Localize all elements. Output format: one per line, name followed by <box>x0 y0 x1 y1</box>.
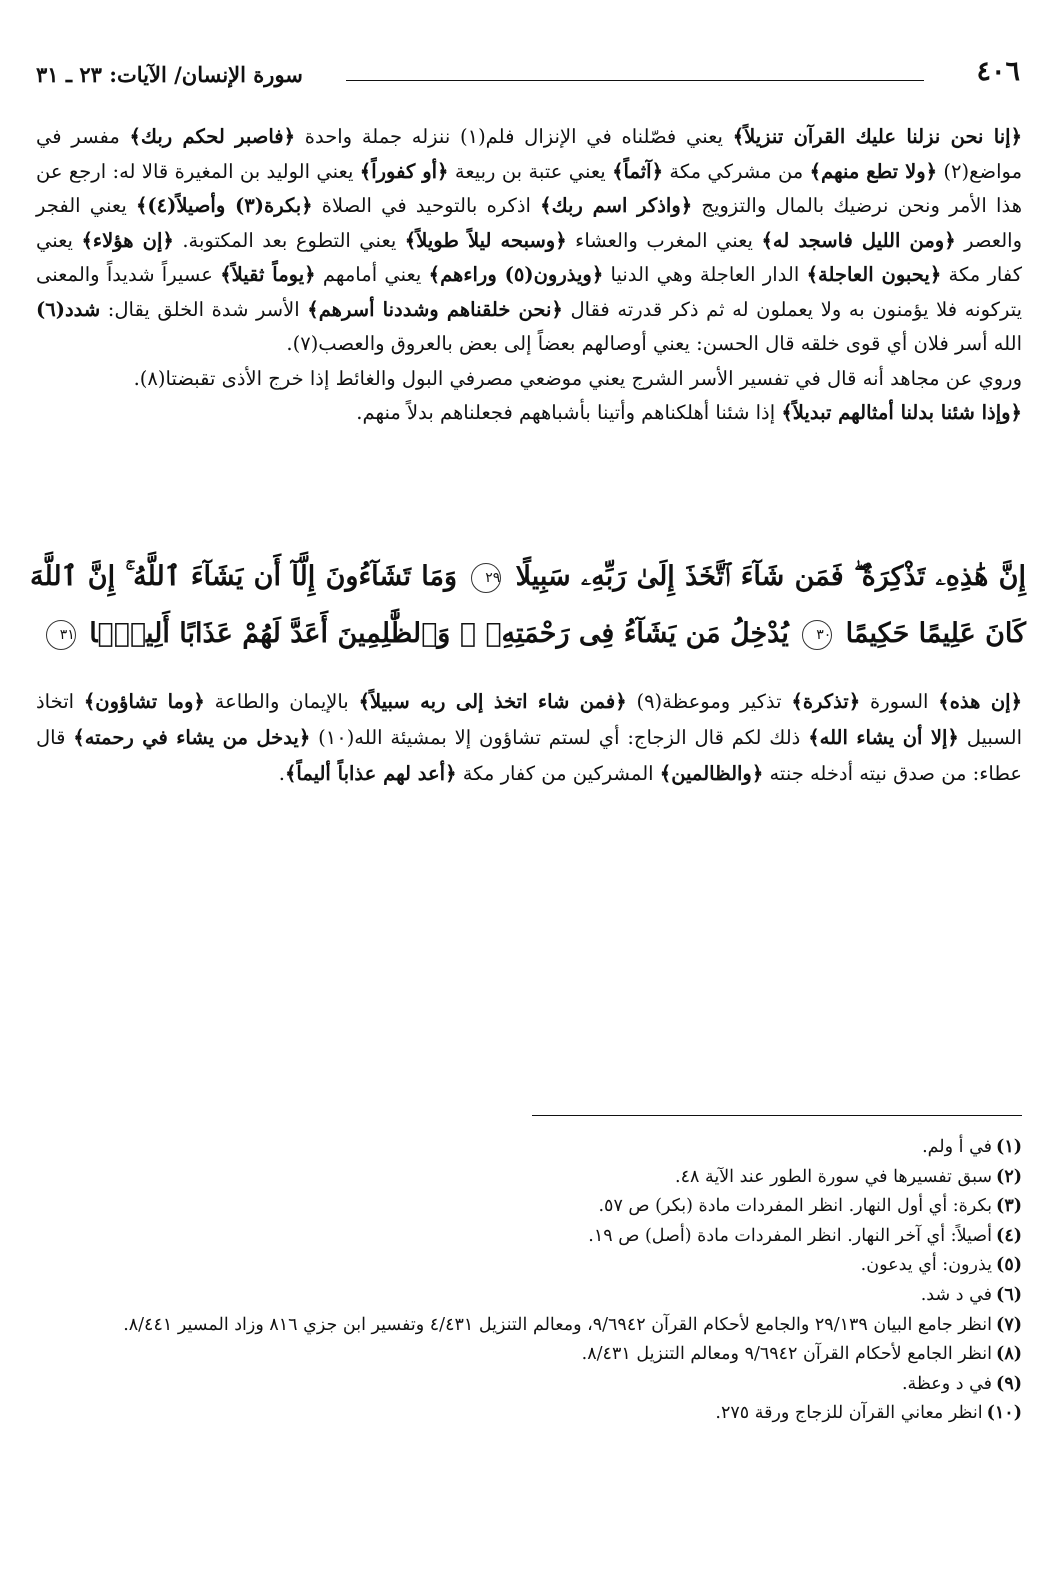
tafsir-run: وروي عن مجاهد أنه قال في تفسير الأسر الشرج يعني موضعي مصرفي البول والغائط إذا خرج الأذى تقبضتا(٨). <box>133 366 1022 390</box>
footnote-number: (١٠) <box>986 1403 1022 1424</box>
tafsir-run: الدار العاجلة وهي الدنيا <box>603 263 807 286</box>
tafsir-run: يعني أمامهم <box>315 263 429 286</box>
footnote <box>36 1163 1022 1193</box>
footnote-text: يذرون: أي يدعون. <box>860 1255 993 1276</box>
commentary-run: اتخاذ السبيل <box>36 690 1023 749</box>
footnote-number: (٩) <box>996 1373 1022 1394</box>
commentary-run: بالإيمان والطاعة <box>204 690 359 713</box>
footnote-number: (٦) <box>996 1284 1022 1305</box>
footnote-number: (٧) <box>996 1314 1022 1335</box>
quoted-verse: ﴿ويذرون(٥) وراءهم﴾ <box>428 263 604 286</box>
tafsir-run: يعني عتبة بن ربيعة <box>448 159 613 183</box>
commentary-run: تذكير وموعظة(٩) <box>626 690 792 713</box>
footnote-text: في أ ولم. <box>922 1137 993 1157</box>
header-rule <box>346 80 924 81</box>
footnote-text: سبق تفسيرها في سورة الطور عند الآية ٤٨. <box>675 1166 993 1187</box>
tafsir-run: يعني التطوع بعد المكتوبة. <box>173 228 405 252</box>
page-number: ٤٠٦ <box>976 56 1020 87</box>
footnote-number: (٢) <box>996 1166 1022 1187</box>
ayah-number-marker: ٣١ <box>46 620 76 650</box>
quoted-verse: ﴿فمن شاء اتخذ إلى ربه سبيلاً﴾ <box>358 690 627 713</box>
footnote <box>36 1281 1022 1311</box>
footnotes <box>36 1133 1022 1429</box>
quoted-verse: ﴿واذكر اسم ربك﴾ <box>540 194 693 217</box>
commentary-run: قال عطاء: من صدق نيته أدخله جنته <box>36 726 1022 785</box>
quoted-verse: ﴿والظالمين﴾ <box>659 762 764 785</box>
ayah-number-marker: ٣٠ <box>802 620 832 650</box>
footnote <box>36 1340 1022 1370</box>
ayah-number-marker: ٢٩ <box>471 563 501 593</box>
quran-verses <box>30 548 1026 662</box>
quoted-verse: ﴿أعد لهم عذاباً أليماً﴾ <box>284 762 457 785</box>
running-title: سورة الإنسان/ الآيات: ٢٣ ـ ٣١ <box>36 62 303 87</box>
quoted-verse: شدد(٦) <box>36 297 101 321</box>
footnote-number: (٥) <box>996 1255 1022 1276</box>
footnote-number: (٣) <box>996 1196 1022 1217</box>
quoted-verse: ﴿إن هؤلاء﴾ <box>81 228 174 252</box>
commentary-run: ذلك لكم قال الزجاج: أي لستم تشاؤون إلا بمشيئة الله(١٠) <box>310 726 809 749</box>
footnote-rule <box>532 1115 1022 1116</box>
page-header <box>36 56 1020 96</box>
quoted-verse: ﴿وسبحه ليلاً طويلاً﴾ <box>404 228 567 252</box>
footnote <box>36 1311 1022 1341</box>
footnote <box>36 1399 1022 1429</box>
footnote <box>36 1133 1022 1163</box>
tafsir-run: يعني الفجر والعصر <box>36 194 1022 252</box>
quoted-verse: ﴿إن هذه﴾ <box>938 690 1022 713</box>
quoted-verse: ﴿إلا أن يشاء الله﴾ <box>808 726 959 749</box>
tafsir-run: من مشركي مكة <box>663 159 810 183</box>
quoted-verse: ﴿آثماً﴾ <box>612 159 663 183</box>
quoted-verse: ﴿وما تشاؤون﴾ <box>83 690 205 713</box>
quoted-verse: ﴿يحبون العاجلة﴾ <box>806 263 942 286</box>
tafsir-run: اذكره بالتوحيد في الصلاة <box>312 194 541 217</box>
quoted-verse: ﴿وإذا شئنا بدلنا أمثالهم تبديلاً﴾ <box>781 401 1022 424</box>
tafsir-run: إذا شئنا أهلكناهم وأتينا بأشباههم فجعلناهم بدلاً منهم. <box>356 401 782 424</box>
quoted-verse: ﴿تذكرة﴾ <box>791 690 861 713</box>
tafsir-run: يعني كفار مكة <box>36 228 1023 286</box>
tafsir-run: عسيراً شديداً والمعنى يتركونه فلا يؤمنون به ولا يعملون له ثم ذكر قدرته فقال <box>36 263 1023 321</box>
footnote-text: انظر معاني القرآن للزجاج ورقة ٢٧٥. <box>715 1403 983 1424</box>
footnote <box>36 1222 1022 1252</box>
commentary-paragraph <box>36 684 1022 792</box>
tafsir-run: مفسر في مواضع(٢) <box>36 125 1023 183</box>
quoted-verse: ﴿يوماً ثقيلاً﴾ <box>220 263 316 286</box>
footnote <box>36 1192 1022 1222</box>
quoted-verse: ﴿ومن الليل فاسجد له﴾ <box>761 228 956 252</box>
quoted-verse: ﴿يدخل من يشاء في رحمته﴾ <box>73 726 311 749</box>
commentary-run: المشركين من كفار مكة <box>456 762 660 785</box>
quran-text: يُدْخِلُ مَن يَشَآءُ فِى رَحْمَتِهِۦ ۚ وَٱلظَّٰلِمِينَ أَعَدَّ لَهُمْ عَذَابًا أَلِيمًۢا <box>89 618 789 649</box>
footnote-text: انظر الجامع لأحكام القرآن ٩/٦٩٤٢ ومعالم التنزيل ٨/٤٣١. <box>581 1344 993 1365</box>
quoted-verse: ﴿نحن خلقناهم وشددنا أسرهم﴾ <box>307 297 563 321</box>
commentary-run: السورة <box>860 690 939 713</box>
tafsir-run: يعني المغرب والعشاء <box>566 228 762 252</box>
quoted-verse: ﴿بكرة(٣) وأصيلاً(٤)﴾ <box>135 194 313 217</box>
footnote-number: (١) <box>996 1137 1022 1157</box>
footnote-number: (٨) <box>996 1344 1022 1365</box>
quoted-verse: ﴿فاصبر لحكم ربك﴾ <box>129 125 296 148</box>
commentary-run: . <box>278 762 285 785</box>
quoted-verse: ﴿إنا نحن نزلنا عليك القرآن تنزيلاً﴾ <box>732 125 1022 148</box>
tafsir-run: يعني فصّلناه في الإنزال فلم(١) ننزله جملة واحدة <box>295 125 733 148</box>
quoted-verse: ﴿ولا تطع منهم﴾ <box>809 159 938 183</box>
tafsir-run: الأسر شدة الخلق يقال: <box>100 297 308 321</box>
footnote-text: أصيلاً: أي آخر النهار. انظر المفردات مادة (أصل) ص ١٩. <box>588 1225 993 1246</box>
quran-text: إِنَّ هَٰذِهِۦ تَذْكِرَةٌ ۖ فَمَن شَآءَ ٱتَّخَذَ إِلَىٰ رَبِّهِۦ سَبِيلًا <box>515 561 1026 592</box>
footnote-text: في د وعظة. <box>901 1373 993 1394</box>
tafsir-paragraph <box>36 120 1022 362</box>
tafsir-run: يعني الوليد بن المغيرة قالا له: ارجع عن هذا الأمر ونحن نرضيك بالمال والتزويج <box>36 159 1022 217</box>
tafsir-run: الله أسر فلان أي قوى خلقه قال الحسن: يعني أوصالهم بعضاً إلى بعض بالعروق والعصب(٧). <box>286 332 1022 355</box>
quran-text: وَمَا تَشَآءُونَ إِلَّآ أَن يَشَآءَ ٱللَّهُ ۚ إِنَّ ٱللَّهَ كَانَ عَلِيمًا حَكِيمًا <box>30 561 1026 649</box>
tafsir-paragraph <box>36 396 1022 431</box>
quoted-verse: ﴿أو كفوراً﴾ <box>359 159 449 183</box>
verse-commentary <box>36 684 1022 792</box>
footnote <box>36 1370 1022 1400</box>
footnote-number: (٤) <box>996 1225 1022 1246</box>
tafsir-paragraph <box>36 362 1022 397</box>
footnote-text: بكرة: أي أول النهار. انظر المفردات مادة (بكر) ص ٥٧. <box>598 1196 993 1217</box>
footnote-text: انظر جامع البيان ٢٩/١٣٩ والجامع لأحكام القرآن ٩/٦٩٤٢، ومعالم التنزيل ٤/٤٣١ وتفسير ابن جزي ٨١٦ وزاد المسير ٨/٤٤١. <box>123 1314 993 1335</box>
footnote-text: في د شد. <box>920 1284 993 1305</box>
footnote <box>36 1251 1022 1281</box>
tafsir-text <box>36 120 1022 431</box>
